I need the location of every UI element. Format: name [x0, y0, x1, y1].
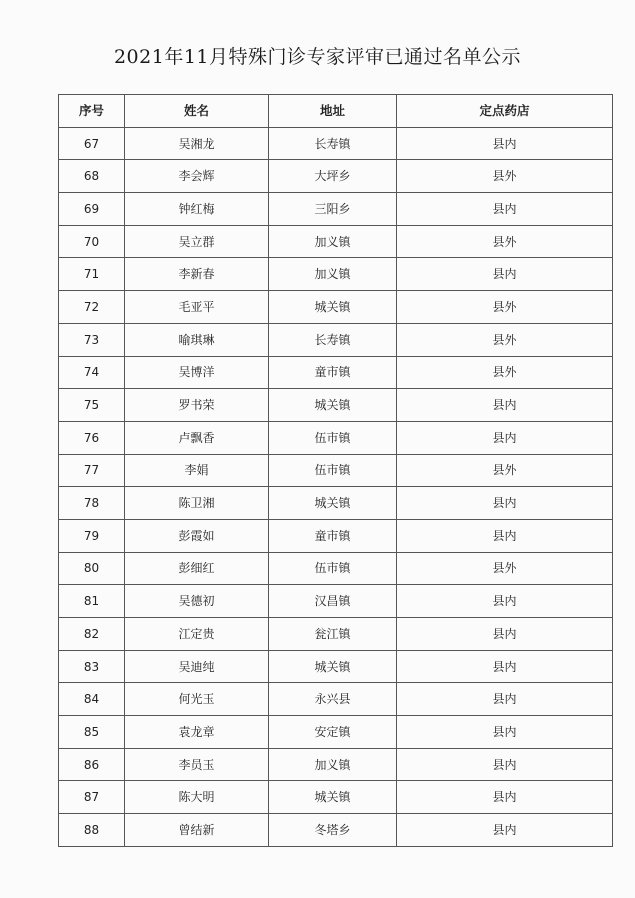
table-row — [59, 716, 613, 749]
cell-name: 陈大明 — [125, 781, 269, 814]
cell-name: 吴德初 — [125, 585, 269, 618]
cell-designated-pharmacy: 县内 — [397, 716, 613, 749]
cell-serial-number: 68 — [59, 160, 125, 193]
cell-address: 伍市镇 — [269, 454, 397, 487]
cell-designated-pharmacy: 县外 — [397, 356, 613, 389]
cell-serial-number: 78 — [59, 487, 125, 520]
table-body — [59, 127, 613, 846]
cell-serial-number: 81 — [59, 585, 125, 618]
table-row — [59, 389, 613, 422]
cell-serial-number: 73 — [59, 323, 125, 356]
table-row — [59, 748, 613, 781]
cell-name: 彭霞如 — [125, 519, 269, 552]
cell-address: 加义镇 — [269, 748, 397, 781]
header-serial-number: 序号 — [59, 95, 125, 128]
cell-name: 吴立群 — [125, 225, 269, 258]
cell-serial-number: 77 — [59, 454, 125, 487]
cell-address: 伍市镇 — [269, 421, 397, 454]
cell-designated-pharmacy: 县内 — [397, 127, 613, 160]
cell-designated-pharmacy: 县内 — [397, 519, 613, 552]
cell-designated-pharmacy: 县内 — [397, 585, 613, 618]
table-row — [59, 814, 613, 847]
table-row — [59, 193, 613, 226]
cell-serial-number: 84 — [59, 683, 125, 716]
cell-address: 加义镇 — [269, 225, 397, 258]
cell-name: 吴湘龙 — [125, 127, 269, 160]
cell-address: 城关镇 — [269, 389, 397, 422]
cell-designated-pharmacy: 县外 — [397, 291, 613, 324]
table-row — [59, 487, 613, 520]
cell-name: 毛亚平 — [125, 291, 269, 324]
cell-designated-pharmacy: 县外 — [397, 454, 613, 487]
table-row — [59, 291, 613, 324]
cell-name: 江定贵 — [125, 618, 269, 651]
cell-designated-pharmacy: 县外 — [397, 160, 613, 193]
header-name: 姓名 — [125, 95, 269, 128]
table-header-row — [59, 95, 613, 128]
cell-name: 李新春 — [125, 258, 269, 291]
cell-serial-number: 80 — [59, 552, 125, 585]
table-row — [59, 127, 613, 160]
cell-address: 伍市镇 — [269, 552, 397, 585]
cell-designated-pharmacy: 县外 — [397, 552, 613, 585]
cell-address: 长寿镇 — [269, 323, 397, 356]
table-row — [59, 650, 613, 683]
cell-name: 曾结新 — [125, 814, 269, 847]
cell-name: 袁龙章 — [125, 716, 269, 749]
document-title: 2021年11月特殊门诊专家评审已通过名单公示 — [113, 46, 522, 68]
cell-address: 城关镇 — [269, 487, 397, 520]
cell-designated-pharmacy: 县内 — [397, 618, 613, 651]
cell-serial-number: 85 — [59, 716, 125, 749]
cell-serial-number: 75 — [59, 389, 125, 422]
cell-serial-number: 70 — [59, 225, 125, 258]
cell-designated-pharmacy: 县内 — [397, 650, 613, 683]
cell-name: 钟红梅 — [125, 193, 269, 226]
cell-name: 陈卫湘 — [125, 487, 269, 520]
approved-list-table — [58, 94, 613, 847]
cell-name: 吴迪纯 — [125, 650, 269, 683]
cell-designated-pharmacy: 县内 — [397, 683, 613, 716]
cell-serial-number: 87 — [59, 781, 125, 814]
cell-serial-number: 88 — [59, 814, 125, 847]
table-row — [59, 258, 613, 291]
cell-designated-pharmacy: 县内 — [397, 193, 613, 226]
cell-serial-number: 83 — [59, 650, 125, 683]
cell-serial-number: 86 — [59, 748, 125, 781]
cell-name: 卢飘香 — [125, 421, 269, 454]
cell-address: 永兴县 — [269, 683, 397, 716]
cell-serial-number: 74 — [59, 356, 125, 389]
cell-serial-number: 82 — [59, 618, 125, 651]
table-row — [59, 421, 613, 454]
cell-name: 何光玉 — [125, 683, 269, 716]
table-row — [59, 356, 613, 389]
cell-designated-pharmacy: 县内 — [397, 421, 613, 454]
cell-name: 喻琪琳 — [125, 323, 269, 356]
cell-address: 城关镇 — [269, 291, 397, 324]
cell-address: 长寿镇 — [269, 127, 397, 160]
cell-address: 童市镇 — [269, 519, 397, 552]
cell-serial-number: 76 — [59, 421, 125, 454]
cell-address: 城关镇 — [269, 781, 397, 814]
cell-serial-number: 79 — [59, 519, 125, 552]
cell-serial-number: 69 — [59, 193, 125, 226]
cell-name: 吴博洋 — [125, 356, 269, 389]
cell-name: 罗书荣 — [125, 389, 269, 422]
cell-name: 彭细红 — [125, 552, 269, 585]
cell-address: 童市镇 — [269, 356, 397, 389]
table-row — [59, 781, 613, 814]
cell-address: 三阳乡 — [269, 193, 397, 226]
cell-designated-pharmacy: 县外 — [397, 323, 613, 356]
cell-designated-pharmacy: 县内 — [397, 258, 613, 291]
cell-designated-pharmacy: 县外 — [397, 225, 613, 258]
cell-designated-pharmacy: 县内 — [397, 814, 613, 847]
cell-serial-number: 67 — [59, 127, 125, 160]
header-address: 地址 — [269, 95, 397, 128]
cell-designated-pharmacy: 县内 — [397, 781, 613, 814]
table-row — [59, 323, 613, 356]
table-row — [59, 618, 613, 651]
cell-address: 加义镇 — [269, 258, 397, 291]
cell-name: 李娟 — [125, 454, 269, 487]
cell-serial-number: 72 — [59, 291, 125, 324]
header-designated-pharmacy: 定点药店 — [397, 95, 613, 128]
table-row — [59, 683, 613, 716]
cell-designated-pharmacy: 县内 — [397, 748, 613, 781]
cell-designated-pharmacy: 县内 — [397, 389, 613, 422]
table-row — [59, 519, 613, 552]
cell-address: 汉昌镇 — [269, 585, 397, 618]
cell-address: 安定镇 — [269, 716, 397, 749]
cell-serial-number: 71 — [59, 258, 125, 291]
cell-address: 冬塔乡 — [269, 814, 397, 847]
table-row — [59, 585, 613, 618]
cell-address: 城关镇 — [269, 650, 397, 683]
cell-name: 李会辉 — [125, 160, 269, 193]
cell-name: 李员玉 — [125, 748, 269, 781]
table-row — [59, 225, 613, 258]
table-row — [59, 454, 613, 487]
cell-address: 瓮江镇 — [269, 618, 397, 651]
table-row — [59, 552, 613, 585]
cell-designated-pharmacy: 县内 — [397, 487, 613, 520]
table-row — [59, 160, 613, 193]
cell-address: 大坪乡 — [269, 160, 397, 193]
